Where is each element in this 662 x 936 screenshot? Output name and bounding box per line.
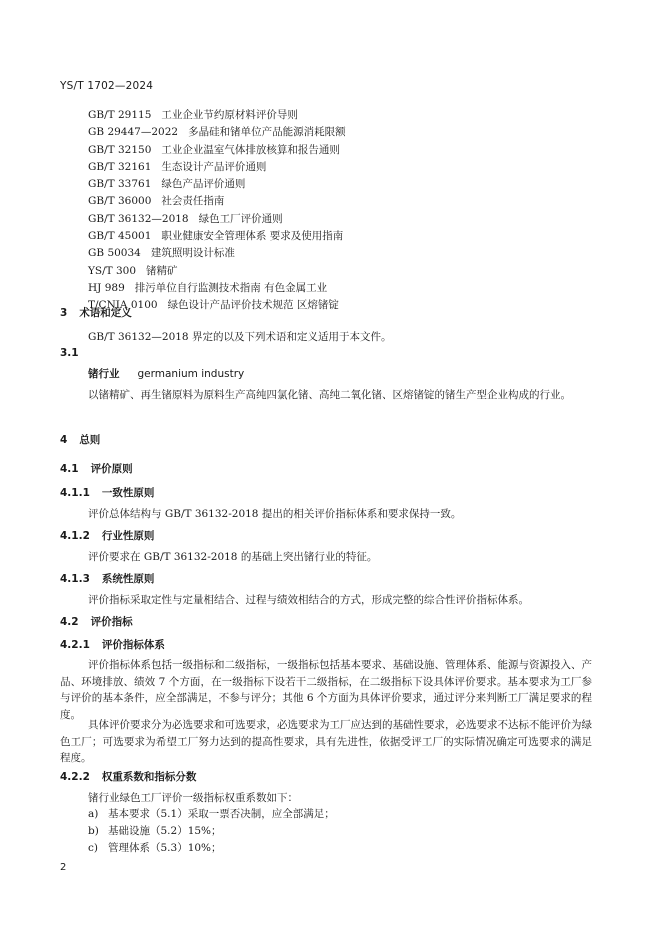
section-4-1-2-heading: 4.1.2 行业性原则 — [60, 530, 155, 542]
page-number: 2 — [60, 862, 67, 873]
section-3-intro: GB/T 36132—2018 界定的以及下列术语和定义适用于本文件。 — [88, 331, 392, 343]
section-4-1-1-heading: 4.1.1 一致性原则 — [60, 487, 155, 499]
section-4-2-1-heading: 4.2.1 评价指标体系 — [60, 639, 165, 651]
term-entry: 锗行业 germanium industry — [88, 368, 245, 380]
section-4-2-1-paragraph-1: 评价指标体系包括一级指标和二级指标，一级指标包括基本要求、基础设施、管理体系、能源与资源投入、产品、环境排放、绩效 7 个方面，在一级指标下设若干二级指标，在二级指标下设具体评价要求。基本要求为工厂参与评价的基本条件，应全部满足，不参与评分；其他 6 个方面为具体评价要求，通过评分来判断工厂满足要求的程度。 — [60, 659, 592, 721]
reference-item: GB/T 32150 工业企业温室气体排放核算和报告通则 — [88, 143, 340, 156]
section-4-heading: 4 总则 — [60, 434, 101, 446]
reference-item: YS/T 300 锗精矿 — [88, 264, 178, 277]
section-3-heading: 3 术语和定义 — [60, 307, 132, 319]
term-number: 3.1 — [60, 347, 79, 359]
weight-list — [88, 806, 592, 857]
section-4-2-1-paragraph-2: 具体评价要求分为必选要求和可选要求，必选要求为工厂应达到的基础性要求，必选要求不达标不能评价为绿色工厂；可选要求为希望工厂努力达到的提高性要求，具有先进性，依据受评工厂的实际情况确定可选要求的满足程度。 — [60, 719, 592, 764]
reference-item: T/CNIA 0100 绿色设计产品评价技术规范 区熔锗锭 — [88, 299, 339, 312]
document-id-header: YS/T 1702—2024 — [60, 80, 154, 92]
reference-item: HJ 989 排污单位自行监测技术指南 有色金属工业 — [88, 281, 328, 294]
section-4-1-3-text: 评价指标采取定性与定量相结合、过程与绩效相结合的方式，形成完整的综合性评价指标体系。 — [88, 594, 529, 606]
reference-item: GB/T 36132—2018 绿色工厂评价通则 — [88, 212, 283, 225]
reference-item: GB 50034 建筑照明设计标准 — [88, 247, 235, 260]
section-4-1-1-text: 评价总体结构与 GB/T 36132-2018 提出的相关评价指标体系和要求保持一致。 — [88, 508, 462, 520]
list-item: c) 管理体系（5.3）10%； — [88, 842, 222, 854]
section-4-2-2-heading: 4.2.2 权重系数和指标分数 — [60, 771, 197, 783]
reference-item: GB/T 32161 生态设计产品评价通则 — [88, 160, 267, 173]
section-4-1-2-text: 评价要求在 GB/T 36132-2018 的基础上突出锗行业的特征。 — [88, 551, 378, 563]
section-4-1-heading: 4.1 评价原则 — [60, 463, 133, 475]
list-item: a) 基本要求（5.1）采取一票否决制，应全部满足； — [88, 808, 335, 820]
reference-item: GB 29447—2022 多晶硅和锗单位产品能源消耗限额 — [88, 126, 346, 139]
list-item: b) 基础设施（5.2）15%； — [88, 825, 222, 837]
section-4-1-3-heading: 4.1.3 系统性原则 — [60, 573, 155, 585]
normative-references-list — [88, 107, 608, 315]
reference-item: GB/T 29115 工业企业节约原材料评价导则 — [88, 109, 298, 121]
term-definition: 以锗精矿、再生锗原料为原料生产高纯四氯化锗、高纯二氧化锗、区熔锗锭的锗生产型企业构成的行业。 — [88, 389, 571, 401]
section-4-2-2-intro: 锗行业绿色工厂评价一级指标权重系数如下： — [88, 792, 298, 804]
section-4-2-heading: 4.2 评价指标 — [60, 616, 133, 628]
reference-item: GB/T 45001 职业健康安全管理体系 要求及使用指南 — [88, 230, 344, 243]
reference-item: GB/T 33761 绿色产品评价通则 — [88, 178, 246, 191]
reference-item: GB/T 36000 社会责任指南 — [88, 195, 225, 208]
